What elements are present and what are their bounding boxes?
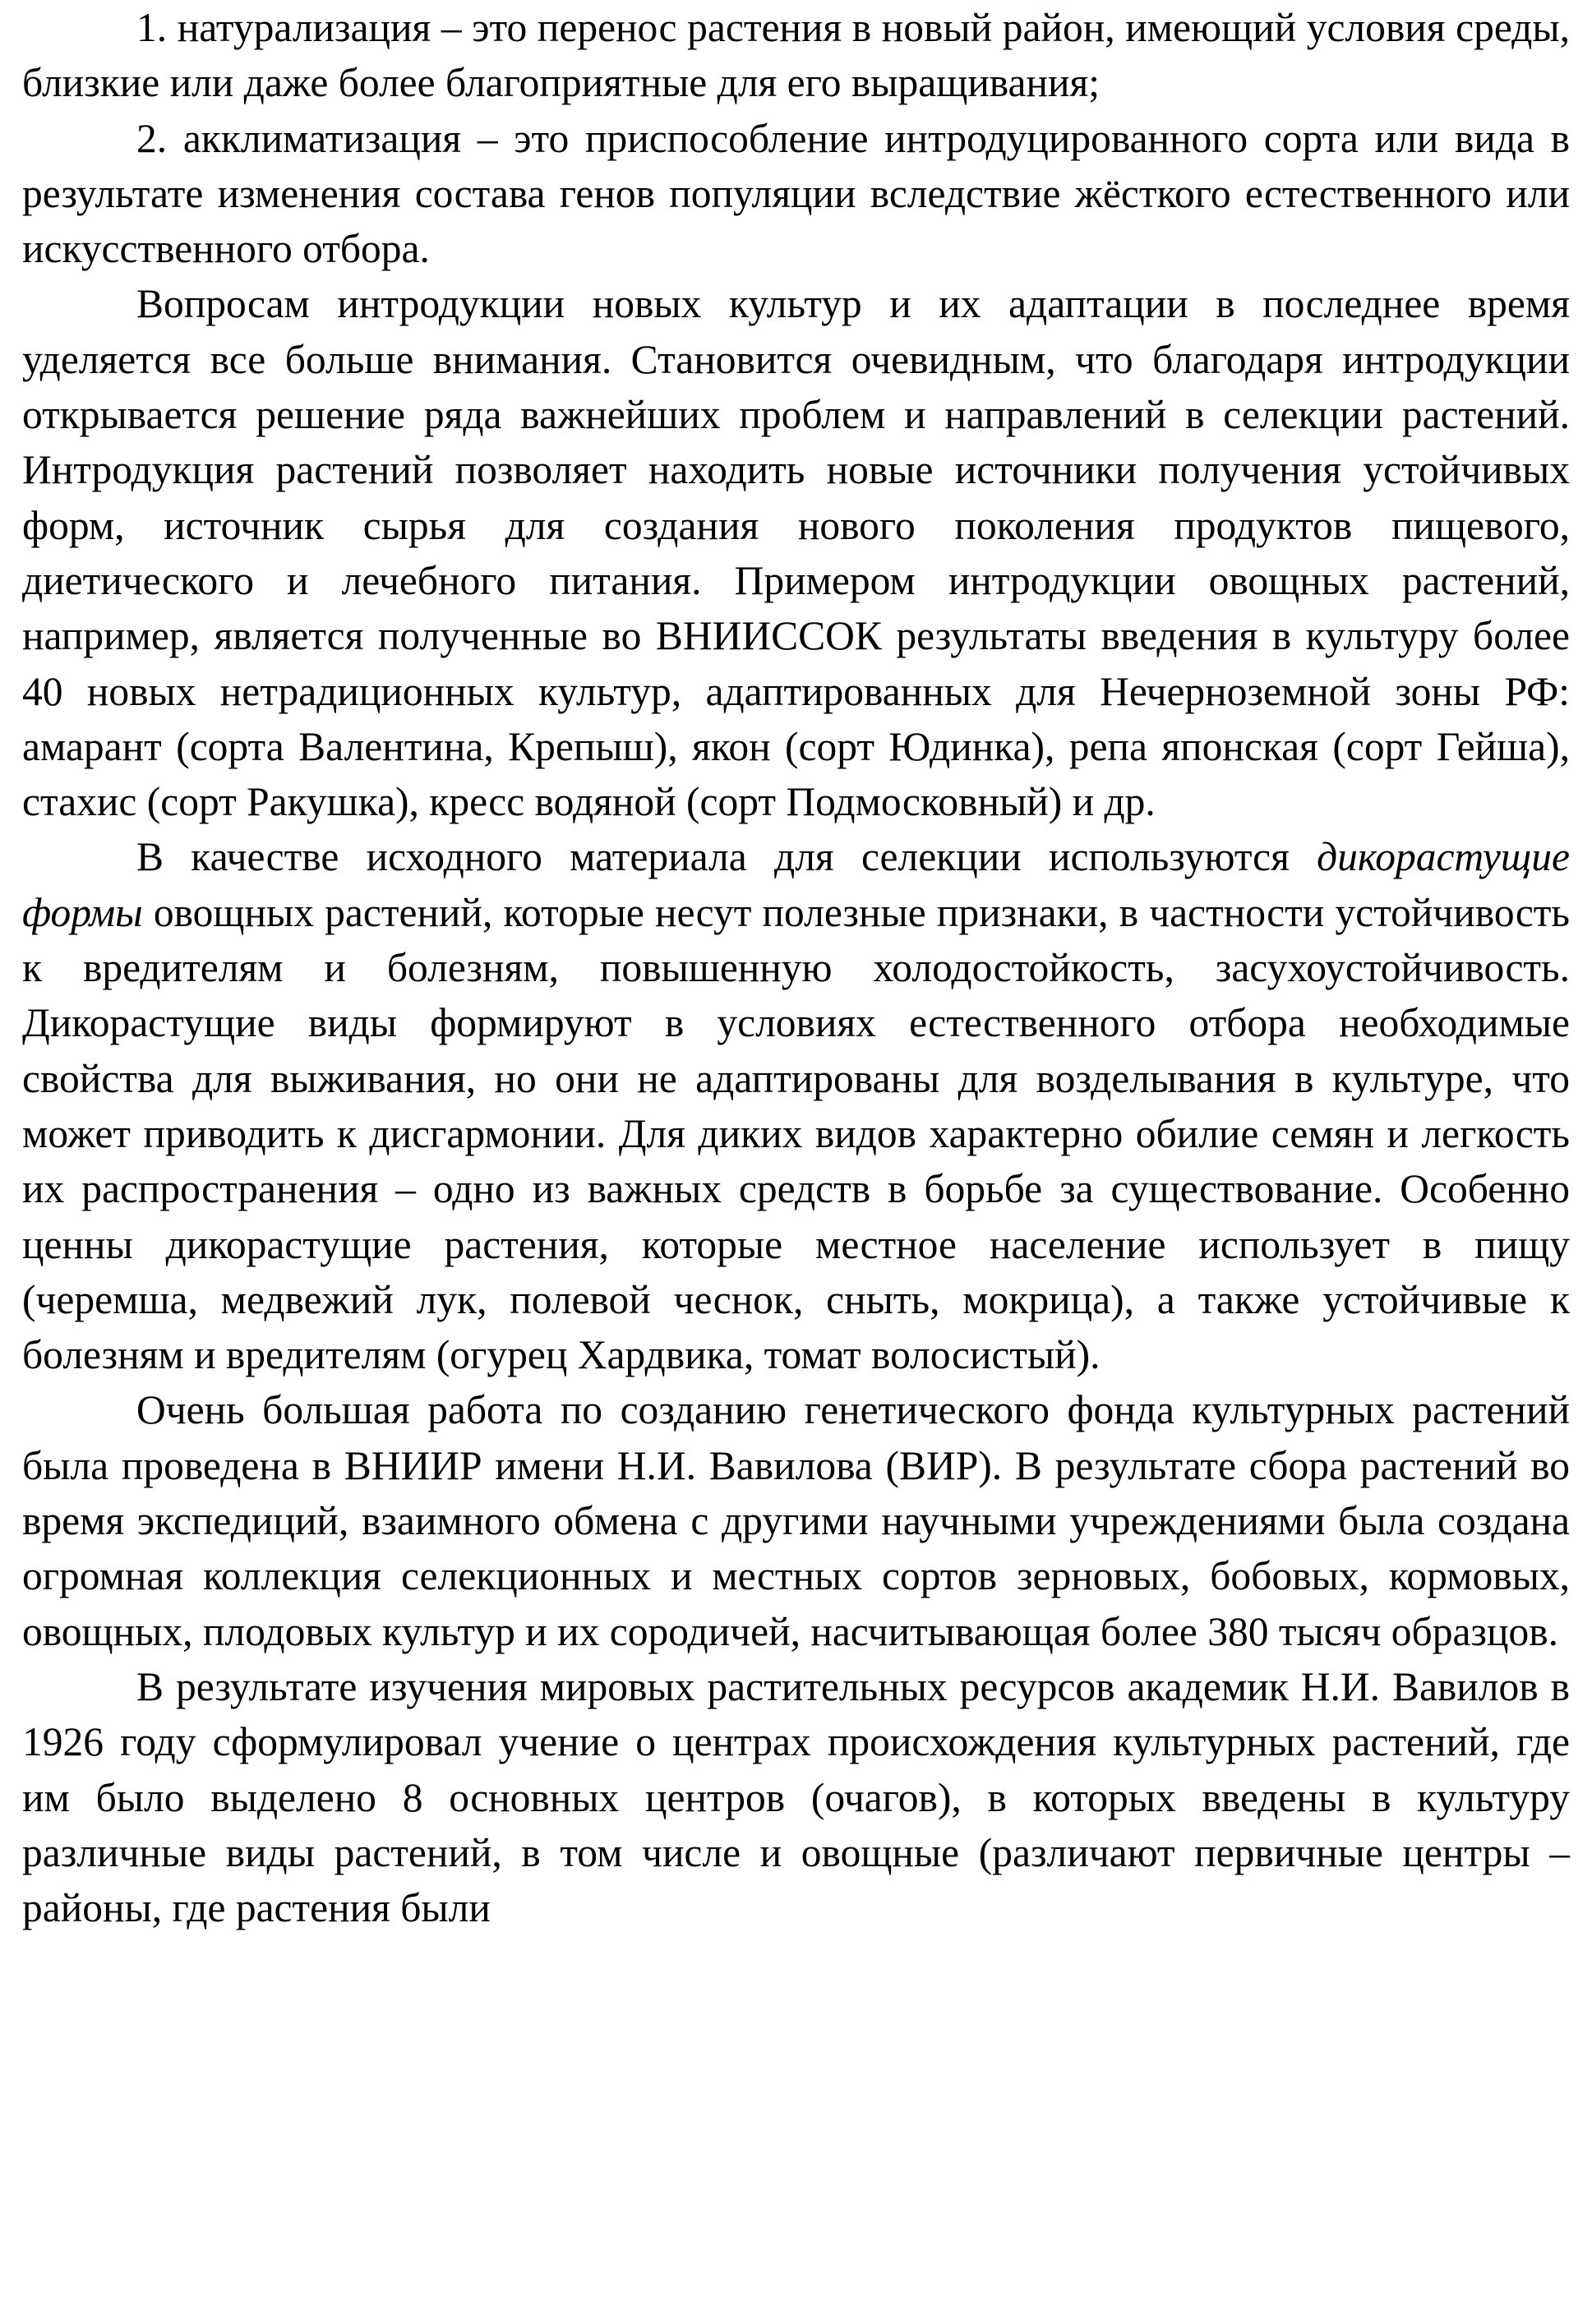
paragraph-wild-forms — [22, 829, 1570, 1382]
wild-forms-term: дикорастущие формы — [22, 834, 1570, 935]
wild-forms-intro: В качестве исходного материала для селекции используются — [136, 834, 1317, 880]
paragraph-vir-collection: Очень большая работа по созданию генетического фонда культурных растений была проведена в ВНИИР имени Н.И. Вавилова (ВИР). В результате сбора растений во время экспедиций, взаимного обмена с другими научными учреждениями была создана огромная коллекция селекционных и местных сортов зерновых, бобовых, кормовых, овощных, плодовых культур и их сородичей, насчитывающая более 380 тысяч образцов. — [22, 1387, 1570, 1654]
paragraph-acclimatization: 2. акклиматизация – это приспособление интродуцированного сорта или вида в результате изменения состава генов популяции вследствие жёсткого естественного или искусственного отбора. — [22, 115, 1570, 272]
paragraph-naturalization: 1. натурализация – это перенос растения в новый район, имеющий условия среды, близкие или даже более благоприятные для его выращивания; — [22, 5, 1570, 106]
wild-forms-rest: овощных растений, которые несут полезные признаки, в частности устойчивость к вредителям и болезням, повышенную холодостойкость, засухоустойчивость. Дикорастущие виды формируют в условиях естественного отбора необходимые свойства для выживания, но они не адаптированы для возделывания в культуре, что может приводить к дисгармонии. Для диких видов характерно обилие семян и легкость их распространения – одно из важных средств в борьбе за существование. Особенно ценны дикорастущие растения, которые местное население использует в пищу (черемша, медвежий лук, полевой чеснок, сныть, мокрица), а также устойчивые к болезням и вредителям (огурец Хардвика, томат волосистый). — [22, 889, 1570, 1378]
paragraph-introduction: Вопросам интродукции новых культур и их адаптации в последнее время уделяется все больше внимания. Становится очевидным, что благодаря интродукции открывается решение ряда важнейших проблем и направлений в селекции растений. Интродукция растений позволяет находить новые источники получения устойчивых форм, источник сырья для создания нового поколения продуктов пищевого, диетического и лечебного питания. Примером интродукции овощных растений, например, является полученные во ВНИИССОК результаты введения в культуру более 40 новых нетрадиционных культур, адаптированных для Нечерноземной зоны РФ: амарант (сорта Валентина, Крепыш), якон (сорт Юдинка), репа японская (сорт Гейша), стахис (сорт Ракушка), кресс водяной (сорт Подмосковный) и др. — [22, 281, 1570, 825]
document-page — [22, 0, 1570, 1935]
paragraph-vavilov-centers: В результате изучения мировых растительных ресурсов академик Н.И. Вавилов в 1926 году сформулировал учение о центрах происхождения культурных растений, где им было выделено 8 основных центров (очагов), в которых введены в культуру различные виды растений, в том числе и овощные (различают первичные центры – районы, где растения были — [22, 1663, 1570, 1931]
